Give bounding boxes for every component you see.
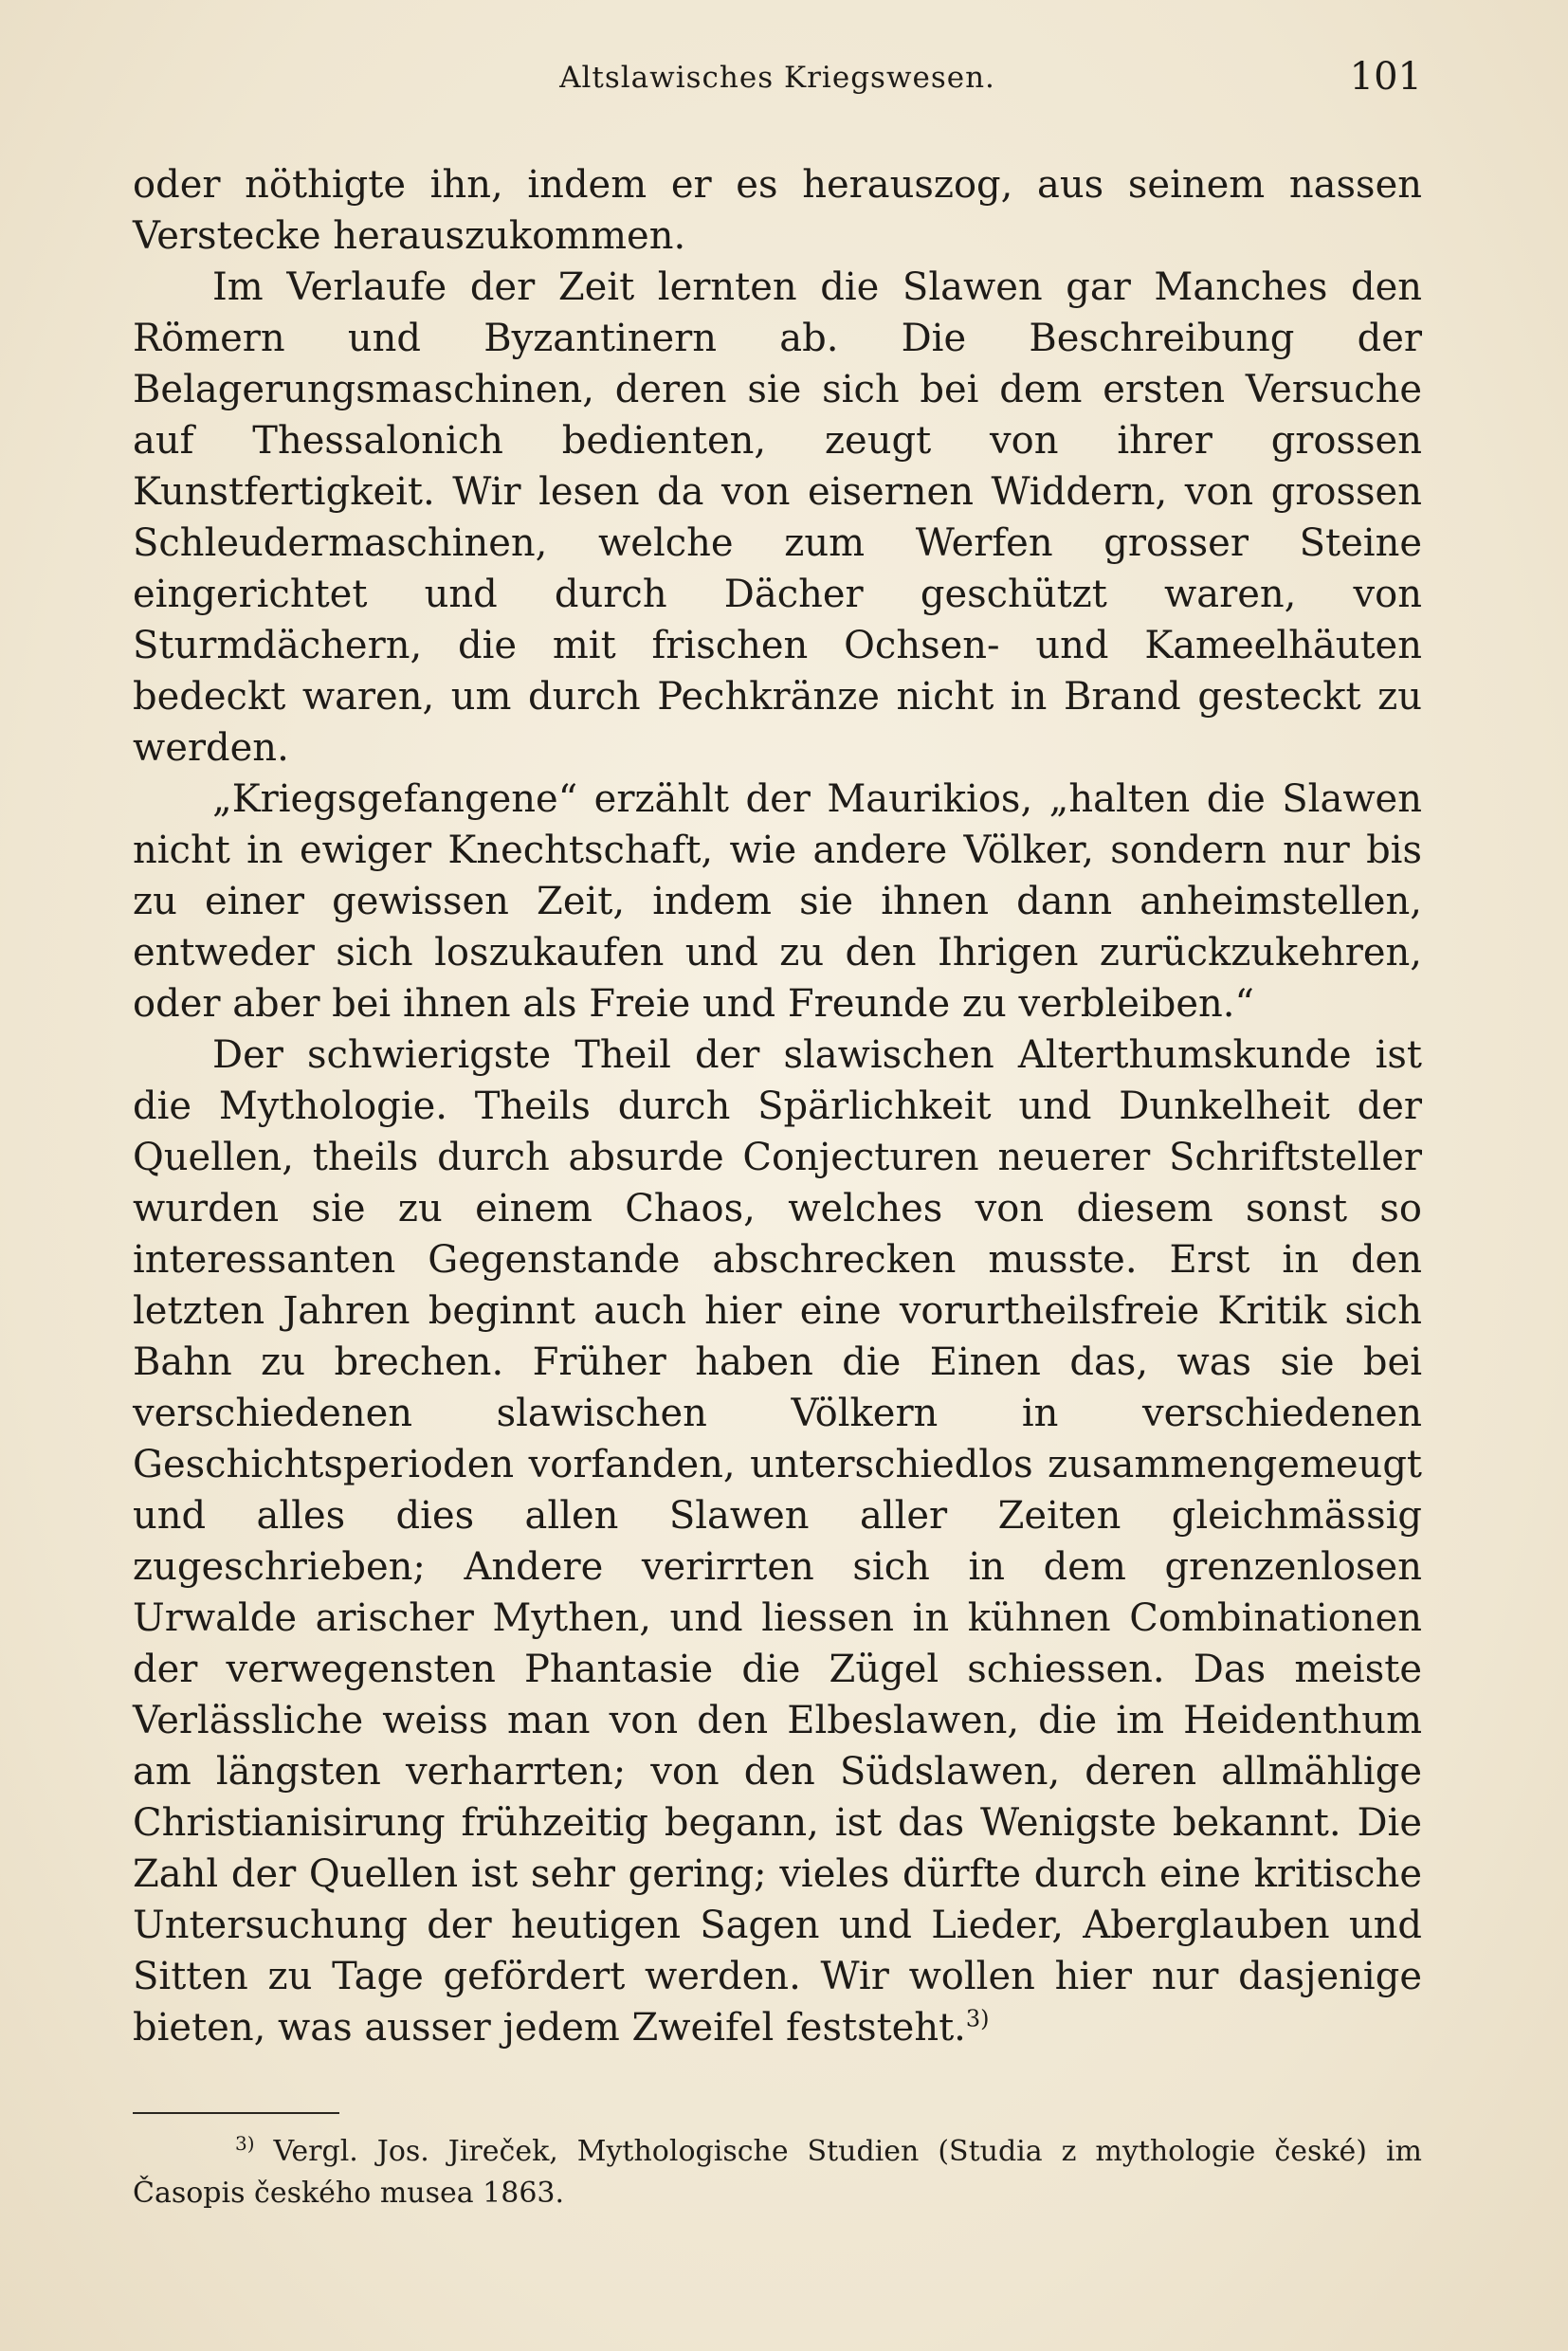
paragraph-3 [133, 774, 1422, 1030]
footnote-divider [133, 2112, 339, 2114]
footnote [133, 2131, 1422, 2214]
footnote-reference: 3) [965, 2005, 990, 2032]
paragraph-4 [133, 1030, 1422, 2053]
footnote-marker: 3) [235, 2132, 255, 2155]
paragraph-1-text: oder nöthigte ihn, indem er es herauszog, aus seinem nassen Verstecke herauszukommen. [133, 163, 1422, 258]
paragraph-4-text: Der schwierigste Theil der slawischen Alterthumskunde ist die Mythologie. Theils durch Spärlichkeit und Dunkelheit der Quellen, theils durch absurde Conjecturen neuerer Schriftsteller wurden sie zu einem Chaos, welches von diesem sonst so interessanten Gegenstande abschrecken musste. Erst in den letzten Jahren beginnt auch hier eine vorurtheilsfreie Kritik sich Bahn zu brechen. Früher haben die Einen das, was sie bei verschiedenen slawischen Völkern in verschiedenen Geschichtsperioden vorfanden, unterschiedlos zusammengemeugt und alles dies allen Slawen aller Zeiten gleichmässig zugeschrieben; Andere verirrten sich in dem grenzenlosen Urwalde arischer Mythen, und liessen in kühnen Combinationen der verwegensten Phantasie die Zügel schiessen. Das meiste Verlässliche weiss man von den Elbeslawen, die im Heidenthum am längsten verharrten; von den Südslawen, deren allmählige Christianisirung frühzeitig begann, ist das Wenigste bekannt. Die Zahl der Quellen ist sehr gering; vieles dürfte durch eine kritische Untersuchung der heutigen Sagen und Lieder, Aberglauben und Sitten zu Tage gefördert werden. Wir wollen hier nur dasjenige bieten, was ausser jedem Zweifel feststeht. [133, 1033, 1422, 2050]
running-title: Altslawisches Kriegswesen. [559, 61, 995, 95]
paragraph-3-text: „Kriegsgefangene“ erzählt der Maurikios, „halten die Slawen nicht in ewiger Knechtschaft, wie andere Völker, sondern nur bis zu einer gewissen Zeit, indem sie ihnen dann anheimstellen, entweder sich loszukaufen und zu den Ihrigen zurückzukehren, oder aber bei ihnen als Freie und Freunde zu verbleiben.“ [133, 777, 1422, 1026]
body-text [133, 159, 1422, 2053]
page-number: 101 [1349, 55, 1422, 99]
footnote-text: Vergl. Jos. Jireček, Mythologische Studien (Studia z mythologie české) im Časopis českého musea 1863. [133, 2135, 1422, 2210]
paragraph-2-text: Im Verlaufe der Zeit lernten die Slawen gar Manches den Römern und Byzantinern ab. Die Beschreibung der Belagerungsmaschinen, deren sie sich bei dem ersten Versuche auf Thessalonich bedienten, zeugt von ihrer grossen Kunstfertigkeit. Wir lesen da von eisernen Widdern, von grossen Schleudermaschinen, welche zum Werfen grosser Steine eingerichtet und durch Dächer geschützt waren, von Sturmdächern, die mit frischen Ochsen- und Kameelhäuten bedeckt waren, um durch Pechkränze nicht in Brand gesteckt zu werden. [133, 265, 1422, 770]
running-head [133, 55, 1422, 112]
paragraph-2 [133, 262, 1422, 774]
paragraph-1 [133, 159, 1422, 262]
